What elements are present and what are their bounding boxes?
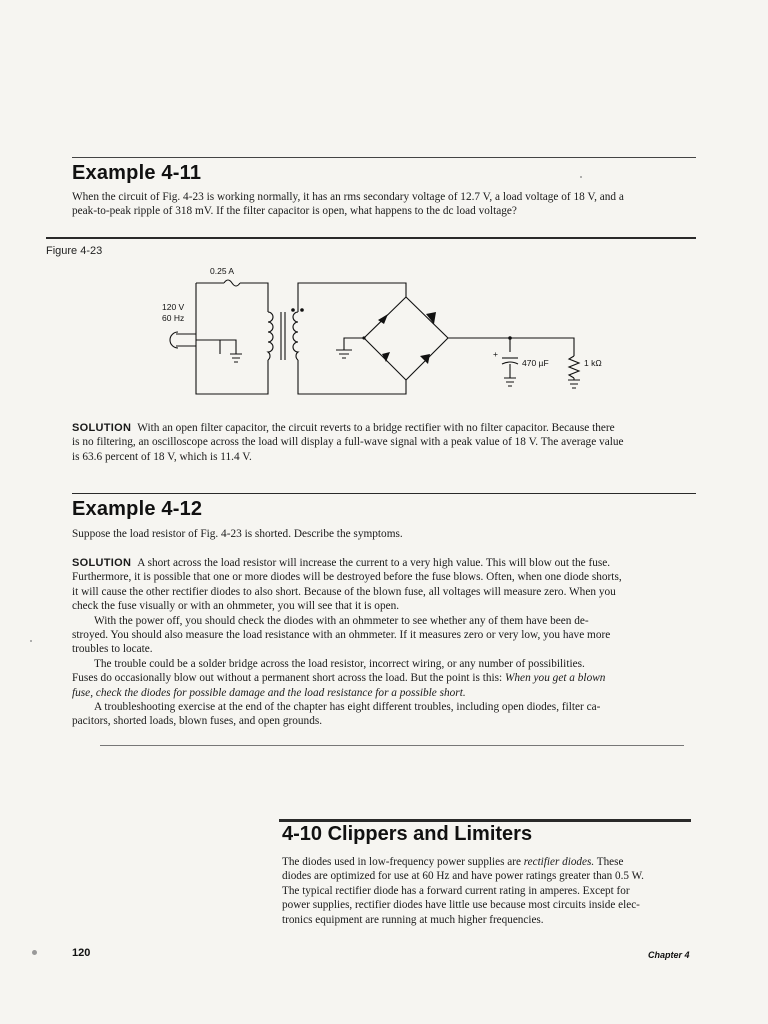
solution-line: With the power off, you should check the diodes with an ohmmeter to see whether any of them have been de-	[94, 614, 589, 627]
diode-symbol	[420, 354, 430, 364]
figure-top-rule	[46, 237, 696, 239]
section-line: The diodes used in low-frequency power supplies are rectifier diodes. These	[282, 856, 624, 868]
solution-line: check the fuse visually or with an ohmmeter, you will see that it is open.	[72, 600, 400, 613]
wire	[240, 283, 268, 312]
capacitor-polarity: +	[493, 349, 498, 359]
solution-line: fuse, check the diodes for possible damage and the load resistance for a possible short.	[72, 686, 466, 699]
transformer-core	[281, 312, 285, 360]
capacitor-plate	[502, 362, 518, 364]
junction-dot	[362, 336, 365, 339]
dot-marker	[300, 308, 304, 312]
example-12-top-rule	[72, 493, 696, 494]
secondary-coil	[293, 312, 298, 360]
fuse-symbol	[224, 280, 240, 286]
question-line: When the circuit of Fig. 4-23 is working normally, it has an rms secondary voltage of 12.7 V, a load voltage of 18 V, and a	[72, 191, 624, 203]
page-number: 120	[72, 947, 91, 959]
example-12-question: Suppose the load resistor of Fig. 4-23 is shorted. Describe the symptoms.	[72, 528, 403, 540]
example-12-bottom-rule	[100, 745, 684, 746]
solution-line: Furthermore, it is possible that one or more diodes will be destroyed before the fuse blows. Often, when one diode shorts,	[72, 571, 622, 584]
solution-line: troubles to locate.	[72, 643, 153, 656]
section-line: power supplies, rectifier diodes have little use because most circuits inside elec-	[282, 899, 640, 912]
example-11-heading: Example 4-11	[72, 162, 202, 184]
ground-symbol	[336, 350, 352, 358]
source-frequency-label: 60 Hz	[162, 313, 185, 323]
wire	[344, 338, 364, 350]
solution-text: With an open filter capacitor, the circuit reverts to a bridge rectifier with no filter capacitor. Because there	[137, 422, 615, 434]
solution-line: A troubleshooting exercise at the end of the chapter has eight different troubles, including open diodes, filter ca-	[94, 701, 601, 714]
resistor-symbol	[569, 356, 579, 378]
scan-speck	[30, 640, 32, 642]
bridge-diamond	[364, 297, 448, 380]
figure-label: Figure 4-23	[46, 245, 103, 257]
junction-dot	[508, 336, 512, 340]
solution-line: stroyed. You should also measure the load resistance with an ohmmeter. If it measures zero or very low, you have more	[72, 629, 611, 642]
wire	[220, 340, 236, 354]
capacitor-label: 470 µF	[522, 358, 549, 368]
wire	[196, 283, 268, 394]
plug-ground	[230, 354, 242, 362]
example-12-heading: Example 4-12	[72, 498, 203, 520]
section-line: diodes are optimized for use at 60 Hz and have power ratings greater than 0.5 W.	[282, 870, 644, 883]
ground-symbol	[568, 380, 580, 388]
solution-line	[72, 556, 706, 570]
example-11-solution	[72, 421, 702, 464]
example-11-top-rule	[72, 157, 696, 158]
solution-line: pacitors, shorted loads, blown fuses, and open grounds.	[72, 715, 323, 728]
question-line: peak-to-peak ripple of 318 mV. If the filter capacitor is open, what happens to the dc load voltage?	[72, 205, 517, 218]
resistor-label: 1 kΩ	[584, 358, 602, 368]
solution-line: is 63.6 percent of 18 V, which is 11.4 V.	[72, 450, 252, 463]
section-top-rule	[279, 819, 691, 822]
solution-text: A short across the load resistor will increase the current to a very high value. This will blow out the fuse.	[137, 557, 611, 569]
section-line: tronics equipment are running at much higher frequencies.	[282, 913, 544, 926]
solution-line: Fuses do occasionally blow out without a permanent short across the load. But the point is this: When you get a blown	[72, 672, 606, 685]
fuse-label: 0.25 A	[210, 266, 235, 276]
solution-line	[72, 421, 702, 435]
scan-speck	[32, 950, 37, 955]
ground-symbol	[504, 378, 516, 386]
solution-line: is no filtering, an oscilloscope across the load will display a full-wave signal with a peak value of 18 V. The average value	[72, 436, 624, 449]
wire	[510, 338, 574, 356]
plug-prongs	[176, 334, 196, 346]
chapter-label: Chapter 4	[648, 950, 690, 960]
scan-speck	[580, 176, 582, 178]
solution-line: it will cause the other rectifier diodes to also short. Because of the blown fuse, all voltages will measure zero. When you	[72, 585, 616, 598]
bridge-rectifier-circuit	[150, 262, 610, 402]
example-12-solution	[72, 556, 706, 729]
section-body	[282, 855, 698, 927]
solution-label: SOLUTION	[72, 422, 132, 434]
primary-coil	[268, 312, 273, 360]
section-line: The typical rectifier diode has a forward current rating in amperes. Except for	[282, 884, 630, 897]
wire	[298, 283, 406, 312]
wire	[298, 360, 406, 394]
dot-marker	[291, 308, 295, 312]
source-voltage-label: 120 V	[162, 302, 185, 312]
wire	[448, 338, 510, 352]
section-heading: 4-10 Clippers and Limiters	[282, 823, 533, 845]
example-11-question	[72, 190, 702, 219]
solution-line: The trouble could be a solder bridge across the load resistor, incorrect wiring, or any number of possibilities.	[94, 657, 585, 670]
ground-wire	[196, 340, 220, 354]
solution-label: SOLUTION	[72, 557, 132, 569]
